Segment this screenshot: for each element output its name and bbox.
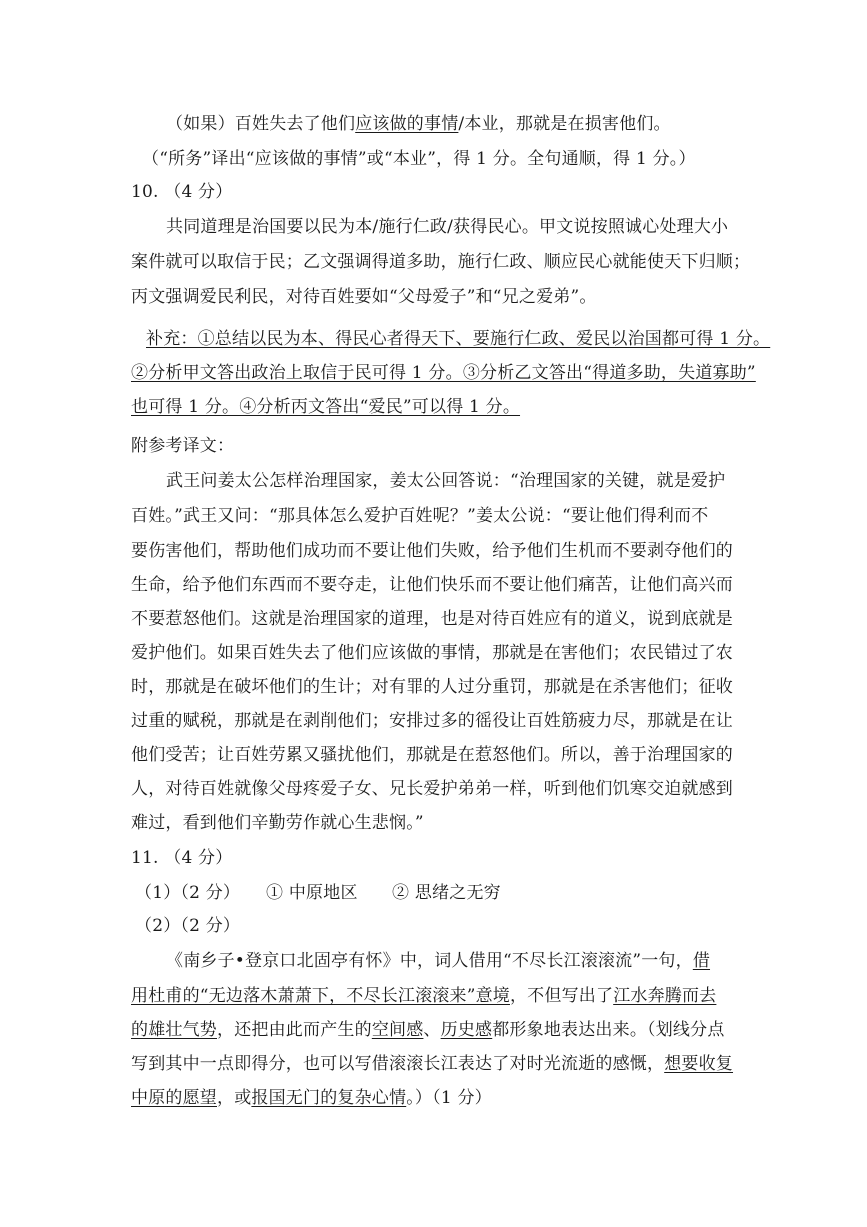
question-11-heading: 11. （4 分） — [131, 848, 233, 868]
answer-11-part-1: （1）（2 分） ① 中原地区 ② 思绪之无穷 — [135, 883, 501, 903]
reference-translation-heading: 附参考译文： — [131, 436, 235, 456]
reference-line: 过重的赋税，那就是在剥削他们；安排过多的徭役让百姓筋疲力尽，那就是在让 — [131, 711, 733, 731]
reference-line: 他们受苦；让百姓劳累又骚扰他们，那就是在惹怒他们。所以，善于治理国家的 — [131, 745, 733, 765]
reference-line: 爱护他们。如果百姓失去了他们应该做的事情，那就是在害他们；农民错过了农 — [131, 643, 733, 663]
underlined-key-phrase: 应该做的事情 — [355, 114, 459, 134]
answer-11-line-5 — [131, 1086, 492, 1110]
text-span: 都形象地表达出来。（划线分点 — [492, 1020, 725, 1040]
underlined-key-phrase: 借 — [692, 951, 711, 971]
text-span: ，还把由此而产生的 — [217, 1020, 372, 1040]
answer-11-line-4 — [131, 1052, 733, 1076]
answer-10-line-1: 共同道理是治国要以民为本/施行仁政/获得民心。甲文说按照诚心处理大小 — [166, 217, 729, 237]
supplement-line-3: 也可得 1 分。④分析丙文答出“爱民”可以得 1 分。 — [131, 397, 521, 417]
underlined-key-phrase: 历史感 — [440, 1020, 493, 1040]
answer-11-part-2-heading: （2）（2 分） — [135, 916, 241, 936]
supplement-line-1: 补充：①总结以民为本、得民心者得天下、要施行仁政、爱民以治国都可得 1 分。 — [146, 329, 771, 349]
reference-line: 百姓。”武王又问：“那具体怎么爱护百姓呢？”姜太公说：“要让他们得利而不 — [131, 506, 709, 526]
text-span: ，或 — [217, 1088, 252, 1108]
text-span: 、 — [423, 1020, 441, 1040]
answer-10-line-3: 丙文强调爱民利民，对待百姓要如“父母爱子”和“兄之爱弟”。 — [131, 287, 597, 307]
reference-line: 武王问姜太公怎样治理国家，姜太公回答说：“治理国家的关键，就是爱护 — [166, 471, 726, 491]
reference-line: 人，对待百姓就像父母疼爱子女、兄长爱护弟弟一样，听到他们饥寒交迫就感到 — [131, 779, 733, 799]
answer-10-line-2: 案件就可以取信于民；乙文强调得道多助，施行仁政、顺应民心就能使天下归顺； — [131, 252, 751, 272]
answer-11-line-1 — [166, 949, 710, 973]
reference-line: 生命，给予他们东西而不要夺走，让他们快乐而不要让他们痛苦，让他们高兴而 — [131, 575, 733, 595]
answer-11-line-2 — [131, 984, 716, 1008]
underlined-key-phrase: 空间感 — [371, 1020, 424, 1040]
supplement-line-2: ②分析甲文答出政治上取信于民可得 1 分。③分析乙文答出“得道多助，失道寡助” — [131, 363, 756, 383]
answer-11-line-3 — [131, 1018, 725, 1042]
reference-line: 难过，看到他们辛勤劳作就心生悲悯。” — [131, 813, 424, 833]
reference-line: 不要惹怒他们。这就是治理国家的道理，也是对待百姓应有的道义，说到底就是 — [131, 609, 733, 629]
underlined-key-phrase: 想要收复 — [664, 1054, 734, 1074]
text-span: 写到其中一点即得分，也可以写借滚滚长江表达了对时光流逝的感慨， — [131, 1054, 665, 1074]
reference-line: 时，那就是在破坏他们的生计；对有罪的人过分重罚，那就是在杀害他们；征收 — [131, 677, 733, 697]
scoring-note: （“所务”译出“应该做的事情”或“本业”，得 1 分。全句通顺，得 1 分。） — [142, 149, 696, 169]
underlined-key-phrase: 江水奔腾而去 — [613, 986, 717, 1006]
text-span: 。）（1 分） — [406, 1088, 492, 1108]
text-span: （如果）百姓失去了他们 — [166, 114, 356, 134]
text-span: ，不但写出了 — [509, 986, 614, 1006]
text-span: /本业，那就是在损害他们。 — [458, 114, 671, 134]
underlined-key-phrase: 报国无门的复杂心情 — [251, 1088, 407, 1108]
underlined-key-phrase: 用杜甫的“无边落木萧萧下，不尽长江滚滚来”意境 — [131, 986, 510, 1006]
text-span: 《南乡子•登京口北固亭有怀》中，词人借用“不尽长江滚滚流”一句， — [166, 951, 693, 971]
reference-line: 要伤害他们，帮助他们成功而不要让他们失败，给予他们生机而不要剥夺他们的 — [131, 541, 733, 561]
answer-9-translation — [166, 112, 671, 136]
underlined-key-phrase: 中原的愿望 — [131, 1088, 217, 1108]
underlined-key-phrase: 的雄壮气势 — [131, 1020, 217, 1040]
question-10-heading: 10. （4 分） — [131, 182, 233, 202]
